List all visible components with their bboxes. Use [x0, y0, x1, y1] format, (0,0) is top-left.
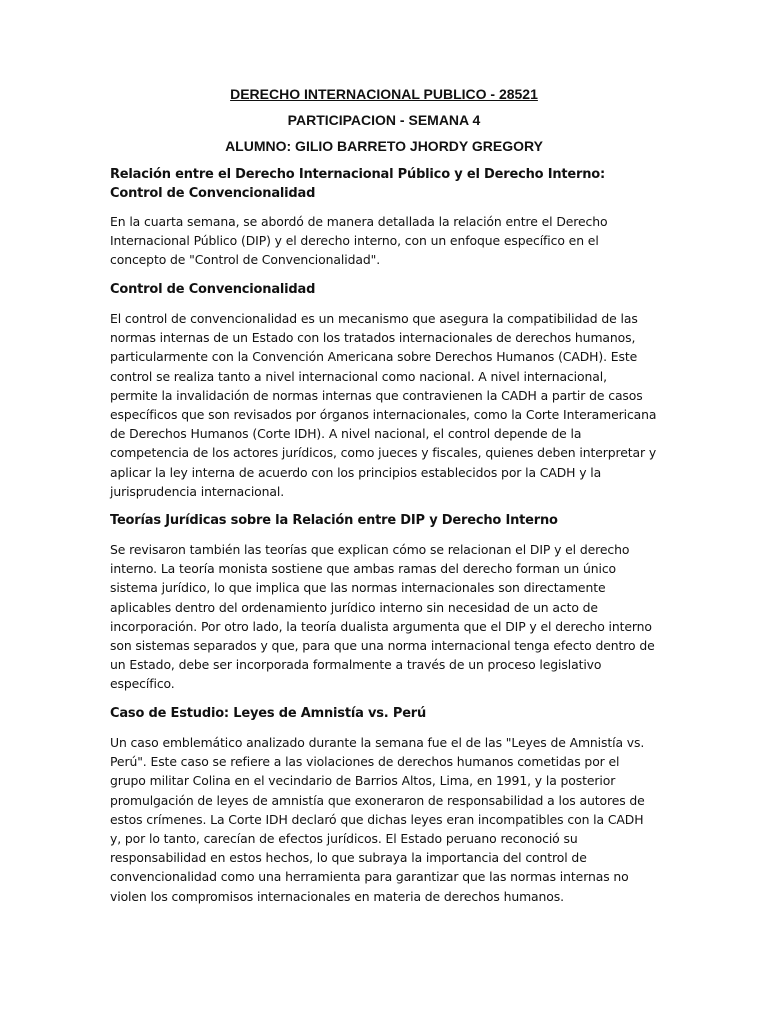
section-paragraph-case-study: Un caso emblemático analizado durante la semana fue el de las "Leyes de Amnistía vs. Perú". Este caso se refiere a las violaciones de derechos humanos cometidas por el grupo militar Colina en el vecindario de Barrios Altos, Lima, en 1991, y la posterior promulgación de leyes de amnistía que exoneraron de responsabilidad a los autores de estos crímenes. La Corte IDH declaró que dichas leyes eran incompatibles con la CADH y, por lo tanto, carecían de efectos jurídicos. El Estado peruano reconoció su responsabilidad en estos hechos, lo que subraya la importancia del control de convencionalidad como una herramienta para garantizar que las normas internas no violen los compromisos internacionales en materia de derechos humanos. [110, 735, 645, 904]
course-title: DERECHO INTERNACIONAL PUBLICO - 28521 [230, 86, 538, 102]
section-paragraph-relation: En la cuarta semana, se abordó de manera detallada la relación entre el Derecho Internacional Público (DIP) y el derecho interno, con un enfoque específico en el concepto de "Control de Convencionalidad". [110, 214, 608, 268]
student-name: ALUMNO: GILIO BARRETO JHORDY GREGORY [225, 138, 543, 154]
section-paragraph-theories: Se revisaron también las teorías que explican cómo se relacionan el DIP y el derecho interno. La teoría monista sostiene que ambas ramas del derecho forman un único sistema jurídico, lo que implica que las normas internacionales son directamente aplicables dentro del ordenamiento jurídico interno sin necesidad de un acto de incorporación. Por otro lado, la teoría dualista argumenta que el DIP y el derecho interno son sistemas separados y que, para que una norma internacional tenga efecto dentro de un Estado, debe ser incorporada formalmente a través de un proceso legislativo específico. [110, 542, 655, 692]
participation-title: PARTICIPACION - SEMANA 4 [287, 112, 481, 128]
section-heading-control: Control de Convencionalidad [110, 282, 316, 297]
section-heading-case-study: Caso de Estudio: Leyes de Amnistía vs. Perú [110, 706, 427, 721]
section-paragraph-control: El control de convencionalidad es un mecanismo que asegura la compatibilidad de las normas internas de un Estado con los tratados internacionales de derechos humanos, particularmente con la Convención Americana sobre Derechos Humanos (CADH). Este control se realiza tanto a nivel internacional como nacional. A nivel internacional, permite la invalidación de normas internas que contravienen la CADH a partir de casos específicos que son revisados por órganos internacionales, como la Corte Interamericana de Derechos Humanos (Corte IDH). A nivel nacional, el control depende de la competencia de los actores jurídicos, como jueces y fiscales, quienes deben interpretar y aplicar la ley interna de acuerdo con los principios establecidos por la CADH y la jurisprudencia internacional. [110, 311, 657, 499]
section-heading-theories: Teorías Jurídicas sobre la Relación entre DIP y Derecho Interno [110, 513, 558, 528]
section-heading-relation: Relación entre el Derecho Internacional Público y el Derecho Interno: Control de Convencionalidad [110, 167, 606, 201]
